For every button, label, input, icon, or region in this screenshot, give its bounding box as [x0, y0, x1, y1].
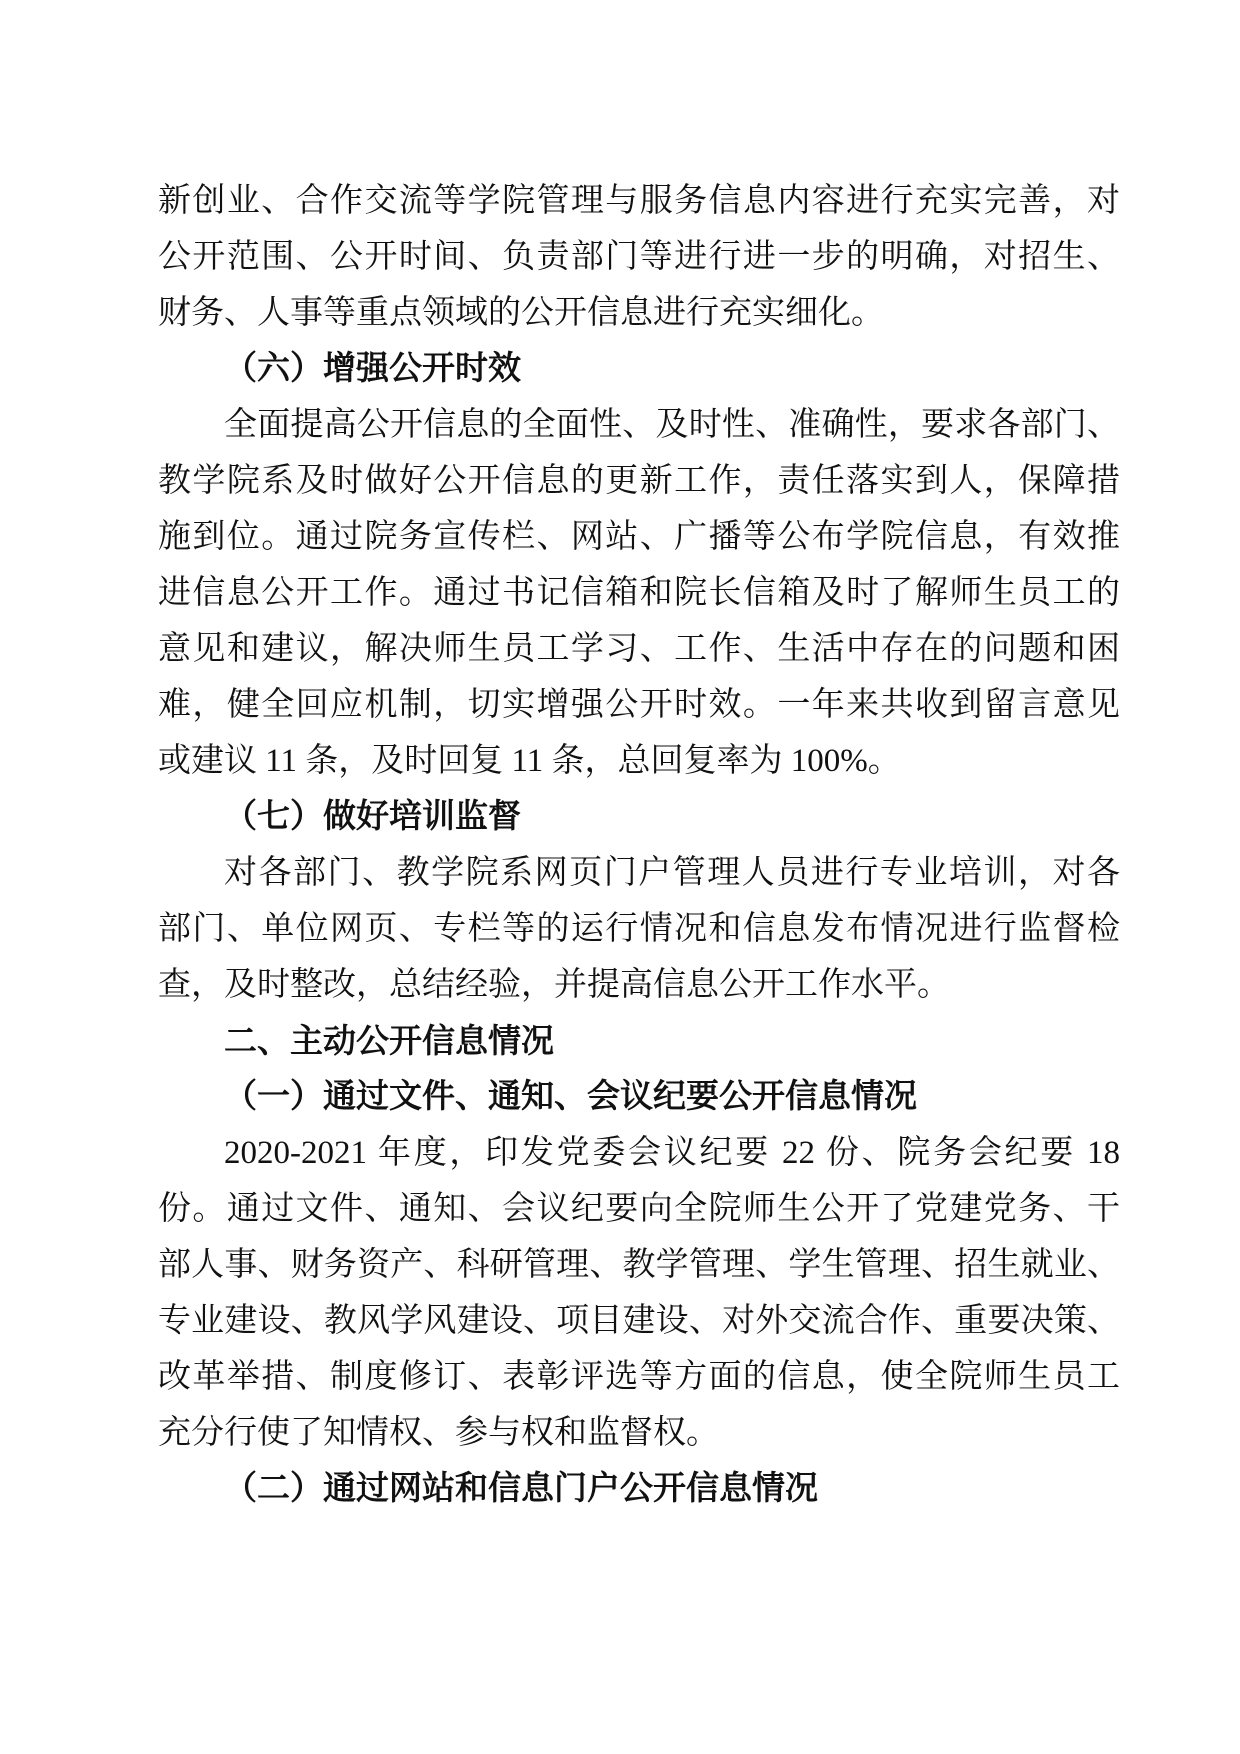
- text-line: 对各部门、教学院系网页门户管理人员进行专业培训，对各: [224, 855, 1120, 891]
- text-line: 专业建设、教风学风建设、项目建设、对外交流合作、重要决策、: [158, 1303, 1120, 1339]
- text-line: 施到位。通过院务宣传栏、网站、广播等公布学院信息，有效推: [158, 519, 1120, 555]
- text-line: 公开范围、公开时间、负责部门等进行进一步的明确，对招生、: [158, 239, 1120, 275]
- section-heading: 二、主动公开信息情况: [224, 1022, 554, 1059]
- section-heading: （二）通过网站和信息门户公开信息情况: [224, 1471, 818, 1507]
- text-line: 查，及时整改，总结经验，并提高信息公开工作水平。: [158, 967, 950, 1003]
- section-heading: （一）通过文件、通知、会议纪要公开信息情况: [224, 1079, 917, 1115]
- text-line: 教学院系及时做好公开信息的更新工作，责任落实到人，保障措: [158, 463, 1120, 499]
- text-line: 难，健全回应机制，切实增强公开时效。一年来共收到留言意见: [158, 687, 1120, 723]
- text-line: 部门、单位网页、专栏等的运行情况和信息发布情况进行监督检: [158, 911, 1120, 947]
- text-line: 意见和建议，解决师生员工学习、工作、生活中存在的问题和困: [158, 631, 1120, 667]
- text-line: 部人事、财务资产、科研管理、教学管理、学生管理、招生就业、: [158, 1247, 1120, 1283]
- text-line: 全面提高公开信息的全面性、及时性、准确性，要求各部门、: [224, 407, 1120, 443]
- text-line: 新创业、合作交流等学院管理与服务信息内容进行充实完善，对: [158, 183, 1120, 219]
- document-content: [158, 173, 1120, 1517]
- section-heading: （七）做好培训监督: [224, 799, 521, 835]
- text-line: 改革举措、制度修订、表彰评选等方面的信息，使全院师生员工: [158, 1359, 1120, 1395]
- text-line: 进信息公开工作。通过书记信箱和院长信箱及时了解师生员工的: [158, 575, 1120, 611]
- text-line: 财务、人事等重点领域的公开信息进行充实细化。: [158, 295, 884, 331]
- text-line: 2020-2021 年度，印发党委会议纪要 22 份、院务会纪要 18: [224, 1135, 1120, 1171]
- text-line: 充分行使了知情权、参与权和监督权。: [158, 1415, 719, 1451]
- section-heading: （六）增强公开时效: [224, 351, 521, 387]
- text-line: 份。通过文件、通知、会议纪要向全院师生公开了党建党务、干: [158, 1191, 1120, 1227]
- text-line: 或建议 11 条，及时回复 11 条，总回复率为 100%。: [158, 743, 901, 779]
